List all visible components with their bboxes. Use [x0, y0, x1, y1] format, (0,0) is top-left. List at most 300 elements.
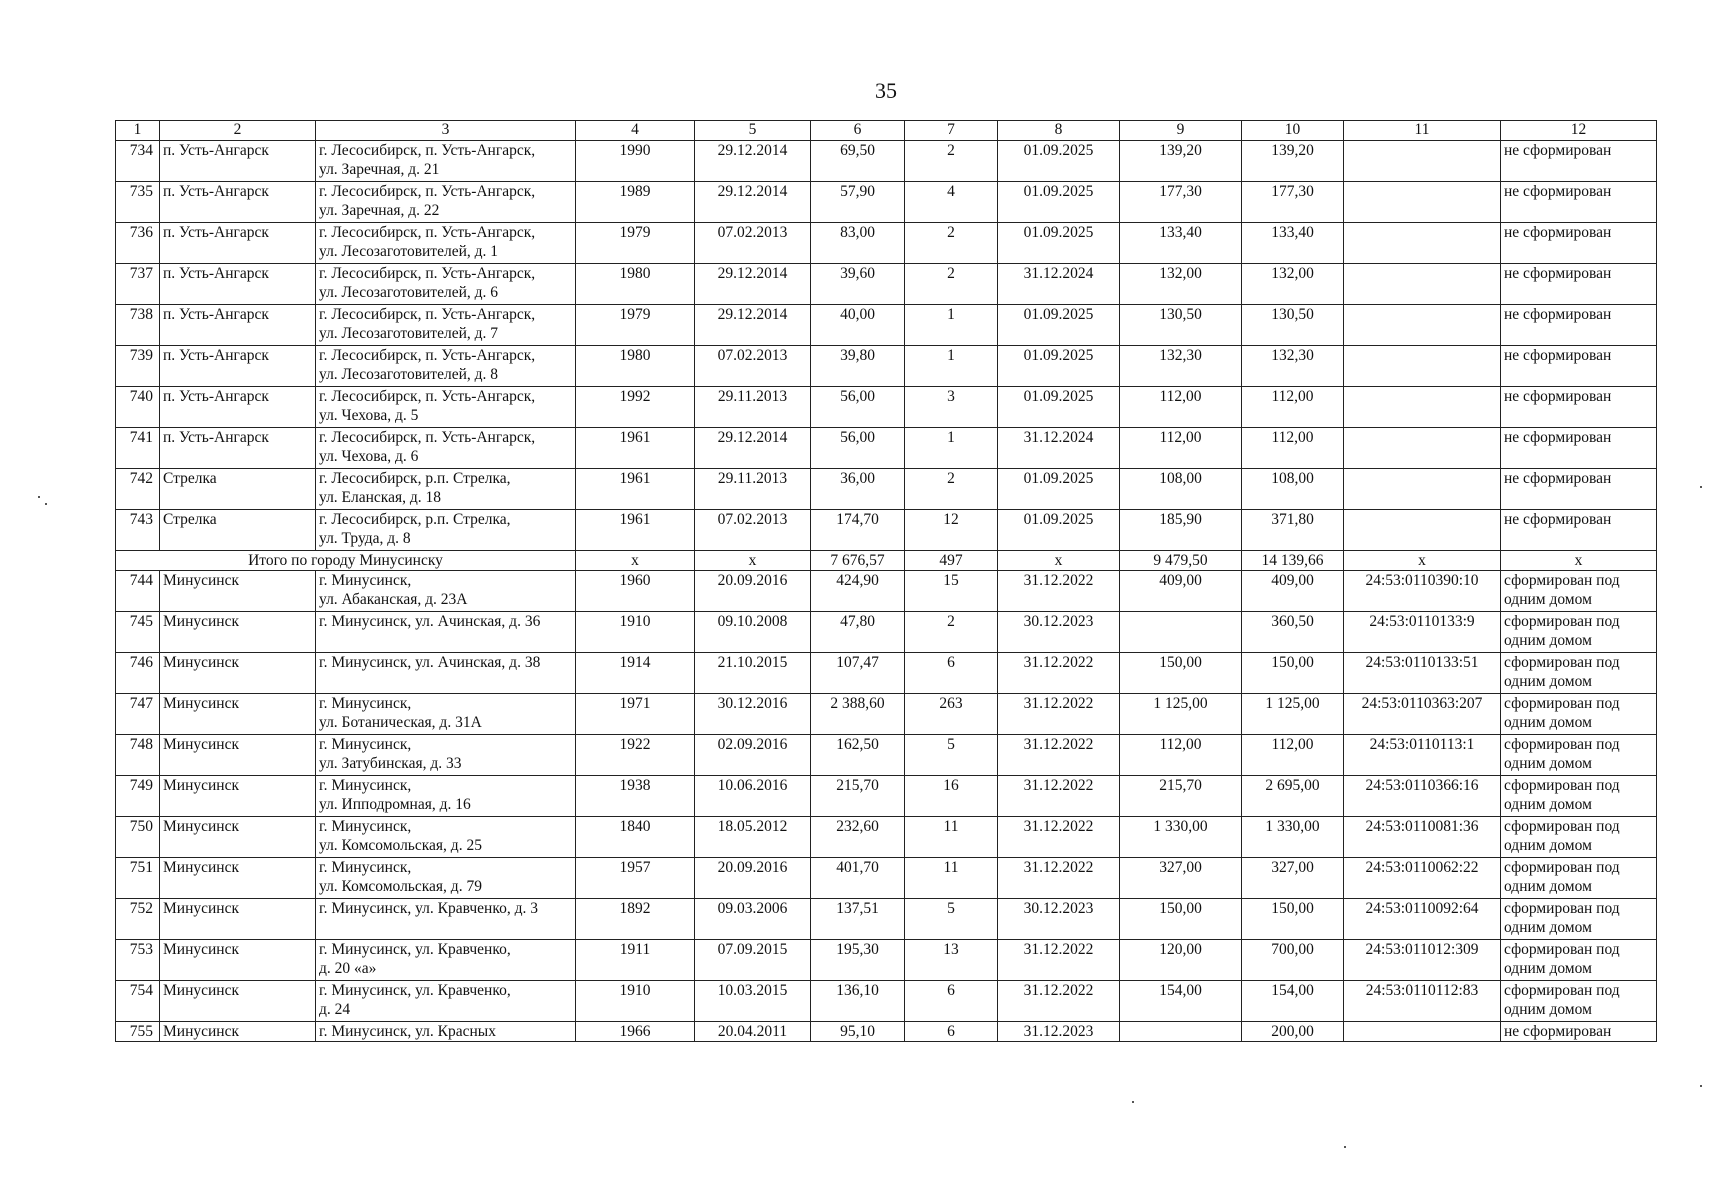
settlement-cell: Минусинск: [160, 694, 316, 735]
status-cell-line1: сформирован под: [1504, 736, 1620, 753]
people-cell: 15: [905, 571, 998, 612]
table-row: [116, 612, 1657, 653]
value9-cell: 1 330,00: [1120, 817, 1242, 858]
deadline-cell: 31.12.2024: [998, 264, 1120, 305]
settlement-cell: п. Усть-Ангарск: [160, 264, 316, 305]
status-cell: [1501, 899, 1657, 940]
area-cell: 56,00: [811, 428, 905, 469]
year-cell: 1980: [576, 264, 695, 305]
address-cell-line1: г. Минусинск, ул. Кравченко, д. 3: [319, 900, 538, 917]
date-cell: 29.12.2014: [695, 305, 811, 346]
value10-cell: 154,00: [1242, 981, 1344, 1022]
value10-cell: 177,30: [1242, 182, 1344, 223]
value10-cell: 112,00: [1242, 387, 1344, 428]
status-cell-line2: одним домом: [1504, 1001, 1592, 1018]
settlement-cell: Стрелка: [160, 510, 316, 551]
address-cell-line1: г. Лесосибирск, п. Усть-Ангарск,: [319, 265, 536, 282]
year-cell: 1960: [576, 571, 695, 612]
cadastral-cell: [1344, 305, 1501, 346]
area-cell: 195,30: [811, 940, 905, 981]
date-cell: 07.02.2013: [695, 510, 811, 551]
cadastral-cell: 24:53:0110062:22: [1344, 858, 1501, 899]
status-cell-line1: сформирован под: [1504, 572, 1620, 589]
area-cell: 36,00: [811, 469, 905, 510]
people-cell: 13: [905, 940, 998, 981]
year-cell: 1961: [576, 428, 695, 469]
address-cell: [316, 981, 576, 1022]
address-cell-line2: ул. Лесозаготовителей, д. 8: [319, 366, 499, 383]
date-cell: 29.12.2014: [695, 182, 811, 223]
address-cell-line1: г. Минусинск,: [319, 736, 412, 753]
address-cell-line1: г. Минусинск,: [319, 695, 412, 712]
cadastral-cell: [1344, 141, 1501, 182]
status-cell: не сформирован: [1501, 428, 1657, 469]
address-cell-line1: г. Минусинск,: [319, 572, 412, 589]
year-cell: 1922: [576, 735, 695, 776]
table-row: [116, 510, 1657, 551]
settlement-cell: Минусинск: [160, 817, 316, 858]
cadastral-cell: [1344, 1022, 1501, 1042]
value9-cell: 154,00: [1120, 981, 1242, 1022]
value10-cell: 700,00: [1242, 940, 1344, 981]
row-number: 754: [116, 981, 160, 1022]
status-cell-line1: сформирован под: [1504, 654, 1620, 671]
cadastral-cell: [1344, 428, 1501, 469]
address-cell-line2: ул. Труда, д. 8: [319, 530, 411, 547]
value9-cell: 150,00: [1120, 653, 1242, 694]
area-cell: 162,50: [811, 735, 905, 776]
area-cell: 57,90: [811, 182, 905, 223]
table-row: [116, 817, 1657, 858]
date-cell: 02.09.2016: [695, 735, 811, 776]
address-cell-line1: г. Лесосибирск, п. Усть-Ангарск,: [319, 142, 536, 159]
area-cell: 40,00: [811, 305, 905, 346]
year-cell: 1990: [576, 141, 695, 182]
table-row: [116, 387, 1657, 428]
subtotal-c12: x: [1501, 551, 1657, 571]
address-cell-line2: ул. Затубинская, д. 33: [319, 755, 462, 772]
date-cell: 07.09.2015: [695, 940, 811, 981]
address-cell-line2: ул. Чехова, д. 6: [319, 448, 419, 465]
date-cell: 30.12.2016: [695, 694, 811, 735]
year-cell: 1961: [576, 469, 695, 510]
deadline-cell: 01.09.2025: [998, 141, 1120, 182]
settlement-cell: п. Усть-Ангарск: [160, 346, 316, 387]
people-cell: 1: [905, 305, 998, 346]
settlement-cell: Минусинск: [160, 981, 316, 1022]
year-cell: 1979: [576, 305, 695, 346]
cadastral-cell: 24:53:0110113:1: [1344, 735, 1501, 776]
cadastral-cell: [1344, 264, 1501, 305]
settlement-cell: п. Усть-Ангарск: [160, 223, 316, 264]
deadline-cell: 31.12.2022: [998, 940, 1120, 981]
deadline-cell: 31.12.2023: [998, 1022, 1120, 1042]
settlement-cell: Минусинск: [160, 735, 316, 776]
people-cell: 1: [905, 346, 998, 387]
deadline-cell: 01.09.2025: [998, 387, 1120, 428]
settlement-cell: п. Усть-Ангарск: [160, 182, 316, 223]
subtotal-c4: x: [576, 551, 695, 571]
people-cell: 6: [905, 981, 998, 1022]
address-cell-line2: ул. Комсомольская, д. 25: [319, 837, 482, 854]
address-cell-line1: г. Минусинск, ул. Ачинская, д. 38: [319, 654, 541, 671]
deadline-cell: 31.12.2022: [998, 571, 1120, 612]
value10-cell: 112,00: [1242, 428, 1344, 469]
row-number: 753: [116, 940, 160, 981]
area-cell: 424,90: [811, 571, 905, 612]
table-row: [116, 182, 1657, 223]
value9-cell: 327,00: [1120, 858, 1242, 899]
row-number: 755: [116, 1022, 160, 1042]
status-cell: [1501, 817, 1657, 858]
date-cell: 07.02.2013: [695, 223, 811, 264]
row-number: 738: [116, 305, 160, 346]
table-row: [116, 305, 1657, 346]
status-cell: [1501, 940, 1657, 981]
row-number: 736: [116, 223, 160, 264]
year-cell: 1910: [576, 612, 695, 653]
year-cell: 1910: [576, 981, 695, 1022]
address-cell-line1: г. Минусинск,: [319, 859, 412, 876]
status-cell-line1: сформирован под: [1504, 613, 1620, 630]
address-cell: [316, 858, 576, 899]
value10-cell: 150,00: [1242, 653, 1344, 694]
address-cell: [316, 428, 576, 469]
people-cell: 11: [905, 858, 998, 899]
status-cell-line2: одним домом: [1504, 960, 1592, 977]
settlement-cell: Минусинск: [160, 571, 316, 612]
value9-cell: 130,50: [1120, 305, 1242, 346]
year-cell: 1966: [576, 1022, 695, 1042]
status-cell: [1501, 571, 1657, 612]
status-cell-line1: сформирован под: [1504, 941, 1620, 958]
deadline-cell: 31.12.2022: [998, 694, 1120, 735]
column-header: 7: [905, 121, 998, 141]
date-cell: 29.12.2014: [695, 264, 811, 305]
subtotal-c7: 497: [905, 551, 998, 571]
status-cell: [1501, 858, 1657, 899]
year-cell: 1961: [576, 510, 695, 551]
deadline-cell: 31.12.2022: [998, 858, 1120, 899]
people-cell: 2: [905, 223, 998, 264]
date-cell: 20.09.2016: [695, 571, 811, 612]
table-row: [116, 428, 1657, 469]
address-cell-line1: г. Лесосибирск, п. Усть-Ангарск,: [319, 183, 536, 200]
year-cell: 1979: [576, 223, 695, 264]
deadline-cell: 31.12.2022: [998, 981, 1120, 1022]
year-cell: 1971: [576, 694, 695, 735]
settlement-cell: Минусинск: [160, 612, 316, 653]
value10-cell: 112,00: [1242, 735, 1344, 776]
value9-cell: 132,30: [1120, 346, 1242, 387]
cadastral-cell: 24:53:0110081:36: [1344, 817, 1501, 858]
table-row: [116, 694, 1657, 735]
people-cell: 6: [905, 1022, 998, 1042]
housing-register-table: [115, 120, 1657, 1042]
status-cell-line2: одним домом: [1504, 755, 1592, 772]
table-row: [116, 858, 1657, 899]
settlement-cell: п. Усть-Ангарск: [160, 387, 316, 428]
date-cell: 29.11.2013: [695, 387, 811, 428]
people-cell: 4: [905, 182, 998, 223]
address-cell-line2: ул. Ботаническая, д. 31А: [319, 714, 482, 731]
settlement-cell: Минусинск: [160, 776, 316, 817]
address-cell: [316, 653, 576, 694]
column-number-header: [116, 121, 1657, 141]
status-cell-line2: одним домом: [1504, 878, 1592, 895]
address-cell: [316, 776, 576, 817]
area-cell: 56,00: [811, 387, 905, 428]
deadline-cell: 01.09.2025: [998, 182, 1120, 223]
deadline-cell: 31.12.2024: [998, 428, 1120, 469]
area-cell: 174,70: [811, 510, 905, 551]
address-cell: [316, 305, 576, 346]
column-header: 2: [160, 121, 316, 141]
value9-cell: 112,00: [1120, 428, 1242, 469]
cadastral-cell: 24:53:0110133:9: [1344, 612, 1501, 653]
address-cell: [316, 223, 576, 264]
address-cell: [316, 182, 576, 223]
address-cell-line1: г. Лесосибирск, р.п. Стрелка,: [319, 511, 511, 528]
page-number: 35: [875, 78, 897, 103]
row-number: 735: [116, 182, 160, 223]
area-cell: 39,60: [811, 264, 905, 305]
row-number: 744: [116, 571, 160, 612]
row-number: 751: [116, 858, 160, 899]
status-cell-line1: сформирован под: [1504, 777, 1620, 794]
address-cell: [316, 694, 576, 735]
address-cell: [316, 899, 576, 940]
row-number: 749: [116, 776, 160, 817]
status-cell-line1: сформирован под: [1504, 900, 1620, 917]
address-cell-line1: г. Лесосибирск, п. Усть-Ангарск,: [319, 347, 536, 364]
people-cell: 2: [905, 141, 998, 182]
column-header: 5: [695, 121, 811, 141]
year-cell: 1911: [576, 940, 695, 981]
year-cell: 1980: [576, 346, 695, 387]
address-cell: [316, 817, 576, 858]
value10-cell: 133,40: [1242, 223, 1344, 264]
people-cell: 16: [905, 776, 998, 817]
subtotal-c10: 14 139,66: [1242, 551, 1344, 571]
area-cell: 95,10: [811, 1022, 905, 1042]
date-cell: 20.04.2011: [695, 1022, 811, 1042]
value9-cell: 133,40: [1120, 223, 1242, 264]
status-cell-line2: одним домом: [1504, 673, 1592, 690]
status-cell: [1501, 735, 1657, 776]
address-cell: [316, 940, 576, 981]
value10-cell: 371,80: [1242, 510, 1344, 551]
cadastral-cell: 24:53:011012:309: [1344, 940, 1501, 981]
people-cell: 6: [905, 653, 998, 694]
address-cell-line1: г. Минусинск,: [319, 777, 412, 794]
area-cell: 136,10: [811, 981, 905, 1022]
status-cell-line1: сформирован под: [1504, 859, 1620, 876]
settlement-cell: Минусинск: [160, 858, 316, 899]
address-cell-line1: г. Лесосибирск, р.п. Стрелка,: [319, 470, 511, 487]
row-number: 739: [116, 346, 160, 387]
year-cell: 1914: [576, 653, 695, 694]
cadastral-cell: [1344, 510, 1501, 551]
table-row: [116, 223, 1657, 264]
table-row: [116, 1022, 1657, 1042]
date-cell: 29.12.2014: [695, 428, 811, 469]
cadastral-cell: [1344, 346, 1501, 387]
table-row: [116, 264, 1657, 305]
address-cell: [316, 141, 576, 182]
status-cell: [1501, 653, 1657, 694]
area-cell: 69,50: [811, 141, 905, 182]
status-cell: не сформирован: [1501, 223, 1657, 264]
status-cell-line2: одним домом: [1504, 919, 1592, 936]
status-cell: [1501, 694, 1657, 735]
status-cell: [1501, 981, 1657, 1022]
value9-cell: 108,00: [1120, 469, 1242, 510]
value10-cell: 1 330,00: [1242, 817, 1344, 858]
value9-cell: [1120, 612, 1242, 653]
people-cell: 12: [905, 510, 998, 551]
row-number: 748: [116, 735, 160, 776]
cadastral-cell: [1344, 387, 1501, 428]
column-header: 11: [1344, 121, 1501, 141]
address-cell-line1: г. Минусинск, ул. Ачинская, д. 36: [319, 613, 541, 630]
area-cell: 232,60: [811, 817, 905, 858]
area-cell: 47,80: [811, 612, 905, 653]
cadastral-cell: 24:53:0110133:51: [1344, 653, 1501, 694]
people-cell: 2: [905, 612, 998, 653]
status-cell-line2: одним домом: [1504, 837, 1592, 854]
address-cell-line2: ул. Еланская, д. 18: [319, 489, 442, 506]
settlement-cell: п. Усть-Ангарск: [160, 305, 316, 346]
deadline-cell: 30.12.2023: [998, 612, 1120, 653]
row-number: 743: [116, 510, 160, 551]
housing-register-table-wrapper: [115, 120, 1657, 1042]
cadastral-cell: 24:53:0110363:207: [1344, 694, 1501, 735]
year-cell: 1840: [576, 817, 695, 858]
table-row: [116, 469, 1657, 510]
people-cell: 1: [905, 428, 998, 469]
column-header: 10: [1242, 121, 1344, 141]
address-cell-line1: г. Минусинск, ул. Кравченко,: [319, 982, 511, 999]
value9-cell: 409,00: [1120, 571, 1242, 612]
value9-cell: 215,70: [1120, 776, 1242, 817]
people-cell: 3: [905, 387, 998, 428]
cadastral-cell: [1344, 469, 1501, 510]
status-cell-line1: сформирован под: [1504, 695, 1620, 712]
date-cell: 09.03.2006: [695, 899, 811, 940]
value9-cell: 112,00: [1120, 735, 1242, 776]
table-row: [116, 141, 1657, 182]
subtotal-c8: x: [998, 551, 1120, 571]
value9-cell: 139,20: [1120, 141, 1242, 182]
deadline-cell: 31.12.2022: [998, 817, 1120, 858]
subtotal-c11: x: [1344, 551, 1501, 571]
status-cell: [1501, 776, 1657, 817]
address-cell-line2: ул. Лесозаготовителей, д. 1: [319, 243, 499, 260]
value10-cell: 132,00: [1242, 264, 1344, 305]
address-cell-line2: ул. Лесозаготовителей, д. 6: [319, 284, 499, 301]
status-cell: не сформирован: [1501, 387, 1657, 428]
table-row: [116, 776, 1657, 817]
scan-speck: [38, 496, 40, 498]
address-cell: [316, 387, 576, 428]
row-number: 746: [116, 653, 160, 694]
row-number: 741: [116, 428, 160, 469]
status-cell-line2: одним домом: [1504, 714, 1592, 731]
cadastral-cell: 24:53:0110092:64: [1344, 899, 1501, 940]
address-cell: [316, 612, 576, 653]
row-number: 747: [116, 694, 160, 735]
address-cell: [316, 735, 576, 776]
scan-speck: [1700, 1085, 1702, 1087]
scan-speck: [1344, 1146, 1346, 1148]
area-cell: 83,00: [811, 223, 905, 264]
status-cell-line2: одним домом: [1504, 632, 1592, 649]
table-row: [116, 981, 1657, 1022]
address-cell-line2: ул. Чехова, д. 5: [319, 407, 419, 424]
column-header: 3: [316, 121, 576, 141]
row-number: 745: [116, 612, 160, 653]
table-row: [116, 571, 1657, 612]
value10-cell: 150,00: [1242, 899, 1344, 940]
area-cell: 2 388,60: [811, 694, 905, 735]
settlement-cell: Минусинск: [160, 653, 316, 694]
value9-cell: 132,00: [1120, 264, 1242, 305]
people-cell: 5: [905, 899, 998, 940]
table-row: [116, 735, 1657, 776]
area-cell: 39,80: [811, 346, 905, 387]
address-cell: [316, 571, 576, 612]
date-cell: 21.10.2015: [695, 653, 811, 694]
address-cell: [316, 346, 576, 387]
address-cell-line2: ул. Ипподромная, д. 16: [319, 796, 471, 813]
cadastral-cell: [1344, 223, 1501, 264]
value9-cell: [1120, 1022, 1242, 1042]
people-cell: 263: [905, 694, 998, 735]
subtotal-c5: x: [695, 551, 811, 571]
people-cell: 11: [905, 817, 998, 858]
table-row: [116, 653, 1657, 694]
scan-speck: [45, 503, 47, 505]
deadline-cell: 01.09.2025: [998, 346, 1120, 387]
status-cell-line2: одним домом: [1504, 591, 1592, 608]
year-cell: 1989: [576, 182, 695, 223]
settlement-cell: Минусинск: [160, 1022, 316, 1042]
column-header: 8: [998, 121, 1120, 141]
row-number: 740: [116, 387, 160, 428]
value10-cell: 200,00: [1242, 1022, 1344, 1042]
status-cell: не сформирован: [1501, 182, 1657, 223]
status-cell: [1501, 612, 1657, 653]
column-header: 1: [116, 121, 160, 141]
status-cell: не сформирован: [1501, 1022, 1657, 1042]
people-cell: 2: [905, 264, 998, 305]
status-cell: не сформирован: [1501, 264, 1657, 305]
settlement-cell: п. Усть-Ангарск: [160, 141, 316, 182]
status-cell-line1: сформирован под: [1504, 818, 1620, 835]
subtotal-c6: 7 676,57: [811, 551, 905, 571]
column-header: 9: [1120, 121, 1242, 141]
value9-cell: 177,30: [1120, 182, 1242, 223]
value10-cell: 108,00: [1242, 469, 1344, 510]
address-cell-line2: ул. Абаканская, д. 23А: [319, 591, 468, 608]
cadastral-cell: 24:53:0110112:83: [1344, 981, 1501, 1022]
address-cell-line1: г. Минусинск,: [319, 818, 412, 835]
date-cell: 07.02.2013: [695, 346, 811, 387]
value10-cell: 409,00: [1242, 571, 1344, 612]
date-cell: 18.05.2012: [695, 817, 811, 858]
people-cell: 2: [905, 469, 998, 510]
